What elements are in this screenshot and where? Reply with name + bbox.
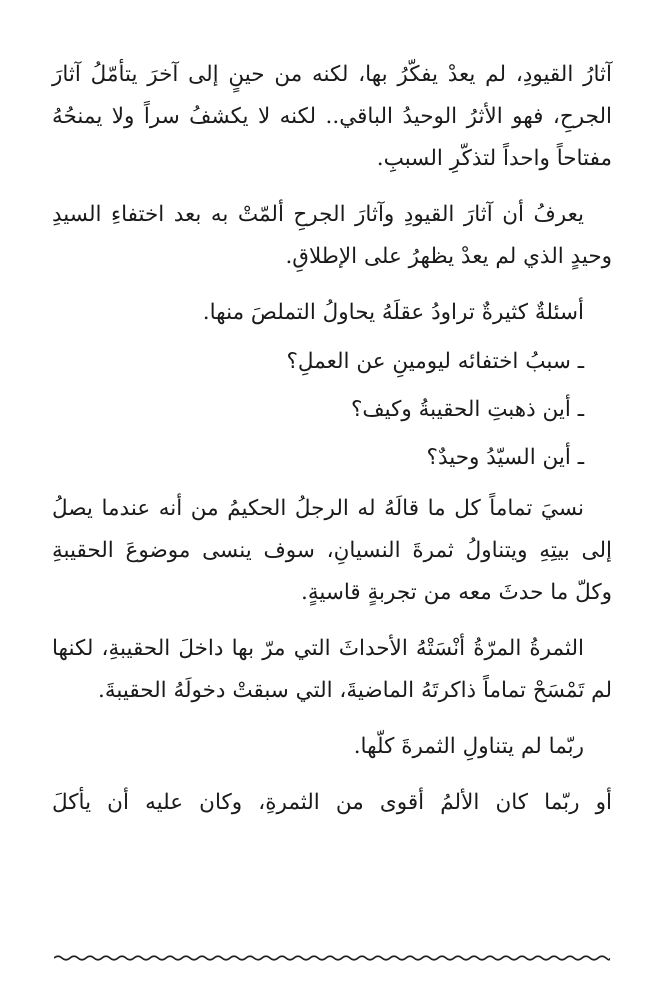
paragraph-4: نسيَ تماماً كل ما قالَهُ له الرجلُ الحكيمُ من أنه عندما يصلُ إلى بيتِهِ ويتناولُ ثمرةَ النسيانِ، سوف ينسى موضوعَ الحقيبةِ وكلّ ما حدثَ معه من تجربةٍ قاسيةٍ. [52,496,612,605]
paragraph-6: ربّما لم يتناولِ الثمرةَ كلّها. [353,734,584,759]
wavy-divider [54,950,610,966]
paragraph-7: أو ربّما كان الألمُ أقوى من الثمرةِ، وكان عليه أن يأكلَ [52,790,612,815]
question-1: ـ سببُ اختفائه ليومينِ عن العملِ؟ [286,349,584,374]
paragraph-3: أسئلةٌ كثيرةٌ تراودُ عقلَهُ يحاولُ التملصَ منها. [202,300,584,325]
paragraph-1: آثارُ القيودِ، لم يعدْ يفكّرُ بها، لكنه من حينٍ إلى آخرَ يتأمّلُ آثارَ الجرحِ، فهو الأثرُ الوحيدُ الباقي.. لكنه لا يكشفُ سراً ولا يمنحُهُ مفتاحاً واحداً لتذكّرِ السببِ. [52,62,612,171]
paragraph-2: يعرفُ أن آثارَ القيودِ وآثارَ الجرحِ ألمّتْ به بعد اختفاءِ السيدِ وحيدٍ الذي لم يعدْ يظهرُ على الإطلاقِ. [52,202,612,269]
page-text [52,54,612,838]
question-3: ـ أين السيّدُ وحيدٌ؟ [426,445,584,470]
question-2: ـ أين ذهبتِ الحقيبةُ وكيف؟ [350,397,584,422]
paragraph-5: الثمرةُ المرّةُ أنْسَتْهُ الأحداثَ التي مرّ بها داخلَ الحقيبةِ، لكنها لم تَمْسَحْ تماماً ذاكرتَهُ الماضيةَ، التي سبقتْ دخولَهُ الحقيبةَ. [52,636,612,703]
